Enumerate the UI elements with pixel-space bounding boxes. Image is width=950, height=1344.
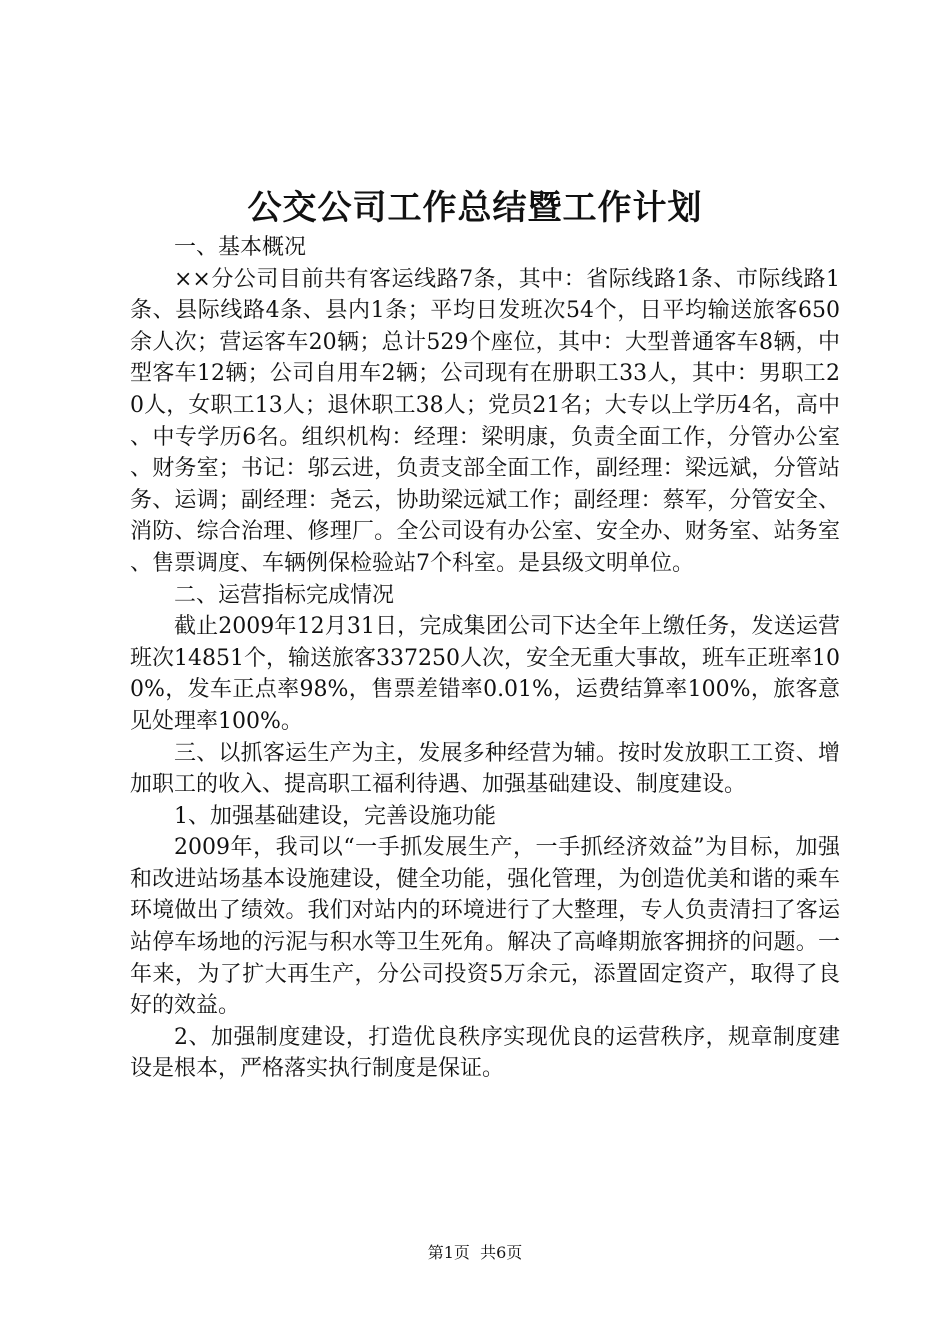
paragraph-infrastructure: 2009年，我司以“一手抓发展生产，一手抓经济效益”为目标，加强和改进站场基本设施建设，健全功能，强化管理，为创造优美和谐的乘车环境做出了绩效。我们对站内的环境进行了大整理，专人负责清扫了客运站停车场地的污泥与积水等卫生死角。解决了高峰期旅客拥挤的问题。一年来，为了扩大再生产，分公司投资5万余元，添置固定资产，取得了良好的效益。 — [130, 835, 841, 1019]
paragraph-section-three: 三、以抓客运生产为主，发展多种经营为辅。按时发放职工工资、增加职工的收入、提高职工福利待遇、加强基础建设、制度建设。 — [130, 740, 840, 798]
paragraph-basic-overview: ××分公司目前共有客运线路7条，其中：省际线路1条、市际线路1条、县际线路4条、县内1条；平均日发班次54个，日平均输送旅客650余人次；营运客车20辆；总计529个座位，其中：大型普通客车8辆，中型客车12辆；公司自用车2辆；公司现有在册职工33人，其中：男职工20人，女职工13人；退休职工38人；党员21名；大专以上学历4名，高中、中专学历6名。组织机构：经理：梁明康，负责全面工作，分管办公室、财务室；书记：邬云进，负责支部全面工作，副经理：梁远斌，分管站务、运调；副经理：尧云，协助梁远斌工作；副经理：蔡军，分管安全、消防、综合治理、修理厂。全公司设有办公室、安全办、财务室、站务室、售票调度、车辆例保检验站7个科室。是县级文明单位。 — [130, 266, 840, 576]
page-number-footer: 第1页 共6页 — [427, 1243, 523, 1262]
document-body — [130, 232, 840, 1085]
section-heading-operating-indicators: 二、运营指标完成情况 — [174, 582, 395, 608]
paragraph-operating-indicators: 截止2009年12月31日，完成集团公司下达全年上缴任务，发送运营班次14851个，输送旅客337250人次，安全无重大事故，班车正班率100%，发车正点率98%，售票差错率0.01%，运费结算率100%，旅客意见处理率100%。 — [130, 614, 840, 734]
paragraph-system-building: 2、加强制度建设，打造优良秩序实现优良的运营秩序，规章制度建设是根本，严格落实执行制度是保证。 — [130, 1024, 840, 1082]
subheading-infrastructure: 1、加强基础建设，完善设施功能 — [174, 803, 496, 829]
document-title: 公交公司工作总结暨工作计划 — [247, 188, 703, 228]
section-heading-basic-overview: 一、基本概况 — [174, 235, 307, 260]
